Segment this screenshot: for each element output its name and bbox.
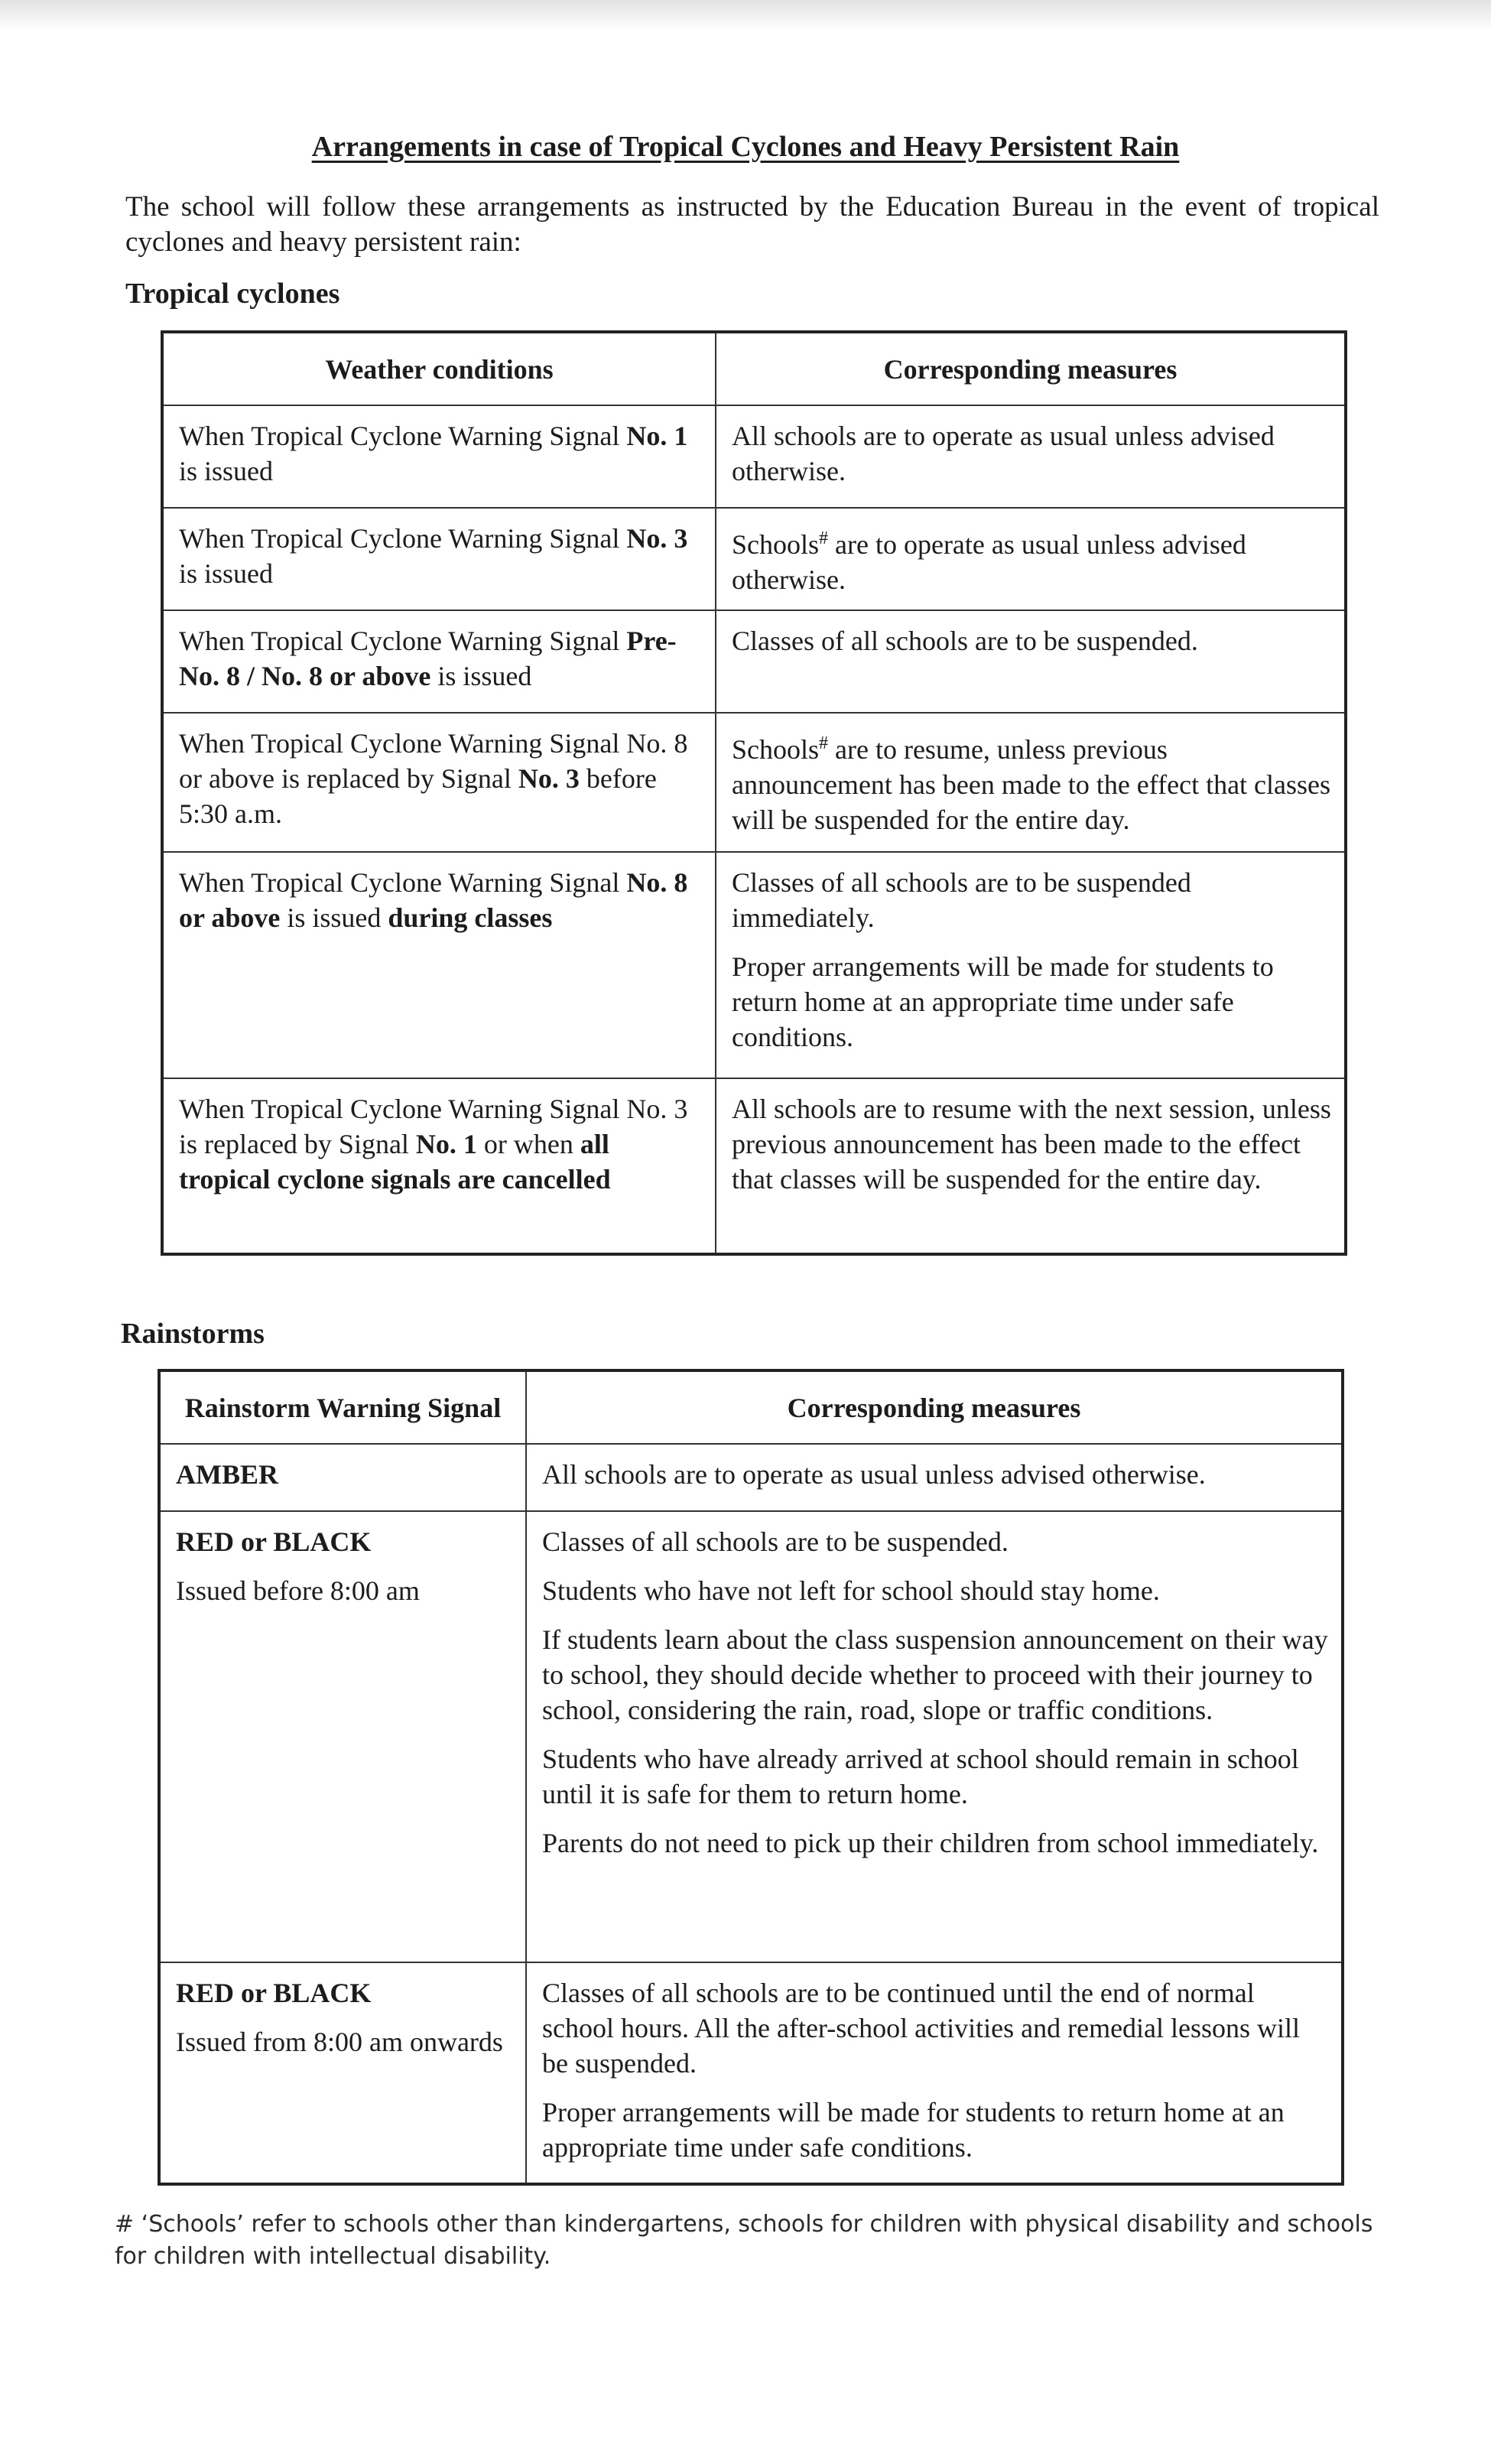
weather-condition-cell: When Tropical Cyclone Warning Signal No. 3 is issued	[162, 508, 716, 610]
rainstorms-heading: Rainstorms	[121, 1318, 265, 1350]
intro-paragraph: The school will follow these arrangements as instructed by the Education Bureau in the event of tropical cyclones and heavy persistent rain:	[125, 191, 1379, 258]
weather-condition-cell: When Tropical Cyclone Warning Signal No. 3 is replaced by Signal No. 1 or when all tropical cyclone signals are cancelled	[162, 1078, 716, 1254]
table-row	[162, 713, 1346, 852]
column-header-rainstorm-warning-signal: Rainstorm Warning Signal	[159, 1370, 526, 1444]
table-header-row	[159, 1370, 1343, 1444]
table-row	[162, 1078, 1346, 1254]
table-row	[159, 1511, 1343, 1962]
table-row	[162, 852, 1346, 1078]
document-title: Arrangements in case of Tropical Cyclones and Heavy Persistent Rain	[311, 131, 1180, 163]
table-row	[162, 610, 1346, 713]
column-header-corresponding-measures: Corresponding measures	[716, 332, 1346, 405]
signal-cell-red-black-before: RED or BLACK Issued before 8:00 am	[159, 1511, 526, 1962]
column-header-corresponding-measures: Corresponding measures	[526, 1370, 1343, 1444]
measure-cell: Classes of all schools are to be continued until the end of normal school hours. All the after-school activities and remedial lessons will be suspended. Proper arrangements will be made for students to return home at an appropriate time under safe conditions.	[526, 1962, 1343, 2184]
table-row	[159, 1962, 1343, 2184]
tropical-cyclones-table	[161, 330, 1347, 1256]
measure-cell: All schools are to operate as usual unless advised otherwise.	[716, 405, 1346, 508]
weather-condition-cell: When Tropical Cyclone Warning Signal Pre-No. 8 / No. 8 or above is issued	[162, 610, 716, 713]
rainstorms-table	[158, 1369, 1344, 2186]
weather-condition-cell: When Tropical Cyclone Warning Signal No. 1 is issued	[162, 405, 716, 508]
table-row	[162, 405, 1346, 508]
column-header-weather-conditions: Weather conditions	[162, 332, 716, 405]
tropical-cyclones-heading: Tropical cyclones	[125, 278, 340, 310]
measure-cell: All schools are to operate as usual unless advised otherwise.	[526, 1444, 1343, 1511]
measure-cell: Classes of all schools are to be suspended.	[716, 610, 1346, 713]
weather-condition-cell: When Tropical Cyclone Warning Signal No. 8 or above is replaced by Signal No. 3 before 5:30 a.m.	[162, 713, 716, 852]
weather-condition-cell: When Tropical Cyclone Warning Signal No. 8 or above is issued during classes	[162, 852, 716, 1078]
scan-edge-shadow	[0, 0, 1491, 31]
footnote: # ‘Schools’ refer to schools other than kindergartens, schools for children with physical disability and schools for children with intellectual disability.	[115, 2211, 1373, 2270]
table-header-row	[162, 332, 1346, 405]
table-row	[159, 1444, 1343, 1511]
measure-cell: All schools are to resume with the next session, unless previous announcement has been made to the effect that classes will be suspended for the entire day.	[716, 1078, 1346, 1254]
signal-cell-red-black-after: RED or BLACK Issued from 8:00 am onwards	[159, 1962, 526, 2184]
measure-cell: Classes of all schools are to be suspended. Students who have not left for school should stay home. If students learn about the class suspension announcement on their way to school, they should decide whether to proceed with their journey to school, considering the rain, road, slope or traffic conditions. Students who have already arrived at school should remain in school until it is safe for them to return home. Parents do not need to pick up their children from school immediately.	[526, 1511, 1343, 1962]
measure-cell: Schools# are to operate as usual unless advised otherwise.	[716, 508, 1346, 610]
measure-cell: Classes of all schools are to be suspended immediately. Proper arrangements will be made for students to return home at an appropriate time under safe conditions.	[716, 852, 1346, 1078]
table-row	[162, 508, 1346, 610]
measure-cell: Schools# are to resume, unless previous announcement has been made to the effect that classes will be suspended for the entire day.	[716, 713, 1346, 852]
signal-cell-amber: AMBER	[159, 1444, 526, 1511]
